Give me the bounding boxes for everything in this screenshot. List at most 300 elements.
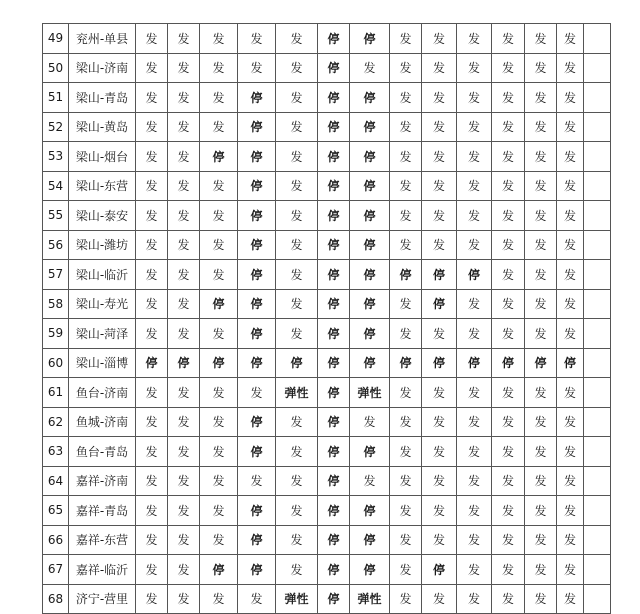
- status-run: 发: [492, 230, 525, 260]
- status-flexible: 弹性: [276, 584, 318, 614]
- status-run: 发: [492, 112, 525, 142]
- status-run: 发: [492, 171, 525, 201]
- status-run: 发: [200, 53, 238, 83]
- status-run: 发: [457, 584, 492, 614]
- status-stop: 停: [238, 142, 276, 172]
- status-run: 发: [422, 171, 457, 201]
- status-run: 发: [168, 319, 200, 349]
- status-run: 发: [136, 142, 168, 172]
- status-run: 发: [492, 525, 525, 555]
- status-run: 发: [168, 83, 200, 113]
- empty-cell: [584, 171, 611, 201]
- status-stop: 停: [318, 555, 350, 585]
- table-row: [43, 230, 611, 260]
- status-run: 发: [200, 437, 238, 467]
- status-run: 发: [238, 53, 276, 83]
- table-row: [43, 83, 611, 113]
- row-number: 57: [43, 260, 69, 290]
- status-stop: 停: [318, 525, 350, 555]
- status-run: 发: [525, 407, 557, 437]
- status-run: 发: [390, 496, 422, 526]
- status-run: 发: [525, 496, 557, 526]
- status-run: 发: [168, 230, 200, 260]
- status-run: 发: [276, 83, 318, 113]
- status-run: 发: [168, 171, 200, 201]
- status-run: 发: [525, 53, 557, 83]
- status-stop: 停: [200, 348, 238, 378]
- status-run: 发: [168, 525, 200, 555]
- status-run: 发: [276, 171, 318, 201]
- status-run: 发: [168, 53, 200, 83]
- status-run: 发: [200, 260, 238, 290]
- status-run: 发: [557, 112, 584, 142]
- table-row: [43, 584, 611, 614]
- status-run: 发: [557, 201, 584, 231]
- status-run: 发: [200, 407, 238, 437]
- table-row: [43, 112, 611, 142]
- status-run: 发: [136, 319, 168, 349]
- row-number: 67: [43, 555, 69, 585]
- status-run: 发: [276, 466, 318, 496]
- status-run: 发: [557, 230, 584, 260]
- route-name: 嘉祥-东营: [69, 525, 136, 555]
- row-number: 59: [43, 319, 69, 349]
- status-run: 发: [168, 555, 200, 585]
- status-run: 发: [492, 53, 525, 83]
- status-run: 发: [525, 24, 557, 54]
- status-run: 发: [457, 24, 492, 54]
- empty-cell: [584, 201, 611, 231]
- status-run: 发: [457, 201, 492, 231]
- status-run: 发: [390, 142, 422, 172]
- status-run: 发: [390, 555, 422, 585]
- status-run: 发: [457, 171, 492, 201]
- status-run: 发: [136, 525, 168, 555]
- status-run: 发: [136, 112, 168, 142]
- status-run: 发: [200, 584, 238, 614]
- status-run: 发: [238, 378, 276, 408]
- table-row: [43, 142, 611, 172]
- table-row: [43, 260, 611, 290]
- status-run: 发: [557, 378, 584, 408]
- empty-cell: [584, 319, 611, 349]
- row-number: 62: [43, 407, 69, 437]
- status-stop: 停: [136, 348, 168, 378]
- status-stop: 停: [318, 407, 350, 437]
- status-stop: 停: [318, 584, 350, 614]
- status-stop: 停: [350, 201, 390, 231]
- status-run: 发: [276, 142, 318, 172]
- status-run: 发: [390, 466, 422, 496]
- status-run: 发: [492, 83, 525, 113]
- status-run: 发: [276, 289, 318, 319]
- empty-cell: [584, 437, 611, 467]
- status-run: 发: [492, 289, 525, 319]
- status-run: 发: [200, 24, 238, 54]
- table-row: [43, 466, 611, 496]
- status-run: 发: [200, 496, 238, 526]
- status-run: 发: [200, 201, 238, 231]
- status-stop: 停: [200, 142, 238, 172]
- status-run: 发: [525, 260, 557, 290]
- status-run: 发: [525, 142, 557, 172]
- status-run: 发: [136, 83, 168, 113]
- status-stop: 停: [276, 348, 318, 378]
- status-run: 发: [422, 407, 457, 437]
- status-stop: 停: [318, 289, 350, 319]
- status-run: 发: [390, 319, 422, 349]
- status-stop: 停: [318, 496, 350, 526]
- status-stop: 停: [390, 348, 422, 378]
- status-flexible: 弹性: [350, 584, 390, 614]
- status-run: 发: [136, 407, 168, 437]
- status-stop: 停: [390, 260, 422, 290]
- row-number: 68: [43, 584, 69, 614]
- status-stop: 停: [350, 171, 390, 201]
- status-stop: 停: [422, 289, 457, 319]
- row-number: 66: [43, 525, 69, 555]
- status-run: 发: [136, 260, 168, 290]
- status-stop: 停: [350, 348, 390, 378]
- status-run: 发: [457, 142, 492, 172]
- row-number: 64: [43, 466, 69, 496]
- row-number: 56: [43, 230, 69, 260]
- status-run: 发: [136, 378, 168, 408]
- status-run: 发: [390, 525, 422, 555]
- status-run: 发: [422, 230, 457, 260]
- row-number: 65: [43, 496, 69, 526]
- status-run: 发: [276, 496, 318, 526]
- empty-cell: [584, 584, 611, 614]
- status-run: 发: [168, 289, 200, 319]
- table-row: [43, 496, 611, 526]
- status-stop: 停: [350, 112, 390, 142]
- status-run: 发: [422, 584, 457, 614]
- status-stop: 停: [238, 437, 276, 467]
- empty-cell: [584, 83, 611, 113]
- status-run: 发: [492, 260, 525, 290]
- status-run: 发: [525, 525, 557, 555]
- status-run: 发: [557, 260, 584, 290]
- status-stop: 停: [350, 24, 390, 54]
- status-run: 发: [276, 260, 318, 290]
- status-run: 发: [492, 496, 525, 526]
- status-run: 发: [422, 112, 457, 142]
- empty-cell: [584, 24, 611, 54]
- row-number: 51: [43, 83, 69, 113]
- status-run: 发: [390, 378, 422, 408]
- status-run: 发: [390, 201, 422, 231]
- status-run: 发: [168, 437, 200, 467]
- status-run: 发: [168, 112, 200, 142]
- status-run: 发: [422, 142, 457, 172]
- status-run: 发: [457, 53, 492, 83]
- status-stop: 停: [238, 319, 276, 349]
- status-run: 发: [457, 496, 492, 526]
- route-name: 梁山-淄博: [69, 348, 136, 378]
- status-stop: 停: [200, 555, 238, 585]
- status-run: 发: [525, 437, 557, 467]
- status-run: 发: [557, 53, 584, 83]
- row-number: 60: [43, 348, 69, 378]
- status-stop: 停: [238, 112, 276, 142]
- status-run: 发: [168, 142, 200, 172]
- status-stop: 停: [492, 348, 525, 378]
- status-stop: 停: [318, 378, 350, 408]
- status-stop: 停: [238, 289, 276, 319]
- empty-cell: [584, 348, 611, 378]
- status-stop: 停: [238, 407, 276, 437]
- status-stop: 停: [350, 496, 390, 526]
- status-run: 发: [350, 53, 390, 83]
- status-run: 发: [422, 525, 457, 555]
- status-run: 发: [422, 466, 457, 496]
- status-run: 发: [422, 437, 457, 467]
- status-run: 发: [390, 171, 422, 201]
- status-run: 发: [557, 319, 584, 349]
- status-run: 发: [557, 584, 584, 614]
- status-run: 发: [136, 289, 168, 319]
- status-run: 发: [390, 289, 422, 319]
- status-stop: 停: [350, 142, 390, 172]
- status-stop: 停: [350, 230, 390, 260]
- status-stop: 停: [350, 289, 390, 319]
- status-run: 发: [457, 230, 492, 260]
- status-run: 发: [276, 230, 318, 260]
- status-stop: 停: [318, 348, 350, 378]
- status-run: 发: [390, 24, 422, 54]
- status-run: 发: [557, 496, 584, 526]
- status-stop: 停: [350, 83, 390, 113]
- status-stop: 停: [318, 466, 350, 496]
- status-run: 发: [136, 230, 168, 260]
- status-run: 发: [457, 407, 492, 437]
- empty-cell: [584, 466, 611, 496]
- status-run: 发: [525, 378, 557, 408]
- route-name: 鱼台-济南: [69, 378, 136, 408]
- status-stop: 停: [318, 83, 350, 113]
- status-run: 发: [168, 496, 200, 526]
- status-run: 发: [525, 112, 557, 142]
- row-number: 50: [43, 53, 69, 83]
- status-run: 发: [200, 525, 238, 555]
- row-number: 58: [43, 289, 69, 319]
- row-number: 52: [43, 112, 69, 142]
- status-stop: 停: [318, 437, 350, 467]
- status-run: 发: [390, 230, 422, 260]
- status-run: 发: [168, 260, 200, 290]
- status-run: 发: [557, 466, 584, 496]
- route-name: 嘉祥-青岛: [69, 496, 136, 526]
- status-run: 发: [276, 201, 318, 231]
- route-name: 梁山-潍坊: [69, 230, 136, 260]
- route-name: 梁山-寿光: [69, 289, 136, 319]
- status-run: 发: [492, 437, 525, 467]
- status-run: 发: [350, 407, 390, 437]
- status-stop: 停: [525, 348, 557, 378]
- status-run: 发: [457, 466, 492, 496]
- route-name: 鱼城-济南: [69, 407, 136, 437]
- status-run: 发: [276, 24, 318, 54]
- status-run: 发: [492, 555, 525, 585]
- status-run: 发: [390, 83, 422, 113]
- status-stop: 停: [318, 201, 350, 231]
- status-run: 发: [200, 230, 238, 260]
- table-row: [43, 319, 611, 349]
- status-stop: 停: [238, 496, 276, 526]
- status-run: 发: [200, 112, 238, 142]
- status-run: 发: [492, 24, 525, 54]
- route-name: 嘉祥-临沂: [69, 555, 136, 585]
- route-name: 梁山-菏泽: [69, 319, 136, 349]
- status-stop: 停: [457, 260, 492, 290]
- status-run: 发: [276, 53, 318, 83]
- table-body: [43, 24, 611, 614]
- status-run: 发: [168, 407, 200, 437]
- status-stop: 停: [238, 525, 276, 555]
- status-stop: 停: [350, 525, 390, 555]
- status-run: 发: [557, 171, 584, 201]
- status-run: 发: [168, 584, 200, 614]
- status-run: 发: [525, 466, 557, 496]
- status-run: 发: [422, 24, 457, 54]
- status-stop: 停: [318, 171, 350, 201]
- status-run: 发: [457, 83, 492, 113]
- status-run: 发: [136, 584, 168, 614]
- route-name: 梁山-青岛: [69, 83, 136, 113]
- status-stop: 停: [318, 260, 350, 290]
- row-number: 63: [43, 437, 69, 467]
- status-run: 发: [457, 289, 492, 319]
- status-run: 发: [492, 407, 525, 437]
- status-run: 发: [390, 407, 422, 437]
- route-name: 梁山-黄岛: [69, 112, 136, 142]
- route-schedule-table: [42, 23, 611, 614]
- status-stop: 停: [318, 230, 350, 260]
- status-run: 发: [525, 201, 557, 231]
- route-name: 梁山-临沂: [69, 260, 136, 290]
- status-run: 发: [422, 378, 457, 408]
- status-run: 发: [557, 407, 584, 437]
- status-run: 发: [168, 378, 200, 408]
- table-row: [43, 407, 611, 437]
- empty-cell: [584, 525, 611, 555]
- status-run: 发: [557, 83, 584, 113]
- status-run: 发: [557, 142, 584, 172]
- status-run: 发: [492, 378, 525, 408]
- empty-cell: [584, 555, 611, 585]
- status-run: 发: [492, 584, 525, 614]
- status-run: 发: [390, 112, 422, 142]
- status-run: 发: [457, 319, 492, 349]
- status-run: 发: [557, 24, 584, 54]
- table-row: [43, 171, 611, 201]
- status-run: 发: [525, 171, 557, 201]
- status-stop: 停: [318, 112, 350, 142]
- empty-cell: [584, 112, 611, 142]
- status-run: 发: [168, 466, 200, 496]
- status-stop: 停: [457, 348, 492, 378]
- status-run: 发: [136, 496, 168, 526]
- status-stop: 停: [238, 260, 276, 290]
- status-run: 发: [390, 53, 422, 83]
- status-stop: 停: [422, 348, 457, 378]
- status-run: 发: [422, 319, 457, 349]
- status-run: 发: [276, 525, 318, 555]
- table-row: [43, 555, 611, 585]
- status-run: 发: [276, 437, 318, 467]
- status-run: 发: [492, 466, 525, 496]
- status-stop: 停: [350, 260, 390, 290]
- status-run: 发: [136, 171, 168, 201]
- status-run: 发: [168, 24, 200, 54]
- route-name: 梁山-烟台: [69, 142, 136, 172]
- status-run: 发: [136, 555, 168, 585]
- route-name: 济宁-营里: [69, 584, 136, 614]
- status-run: 发: [200, 171, 238, 201]
- status-run: 发: [492, 201, 525, 231]
- route-name: 嘉祥-济南: [69, 466, 136, 496]
- status-run: 发: [136, 24, 168, 54]
- empty-cell: [584, 260, 611, 290]
- status-stop: 停: [200, 289, 238, 319]
- empty-cell: [584, 142, 611, 172]
- table-row: [43, 201, 611, 231]
- status-run: 发: [422, 53, 457, 83]
- table-row: [43, 289, 611, 319]
- status-run: 发: [238, 466, 276, 496]
- row-number: 53: [43, 142, 69, 172]
- table-row: [43, 437, 611, 467]
- status-run: 发: [200, 466, 238, 496]
- status-run: 发: [457, 378, 492, 408]
- status-run: 发: [557, 289, 584, 319]
- empty-cell: [584, 496, 611, 526]
- status-run: 发: [238, 24, 276, 54]
- status-stop: 停: [350, 319, 390, 349]
- status-run: 发: [557, 525, 584, 555]
- status-stop: 停: [557, 348, 584, 378]
- empty-cell: [584, 230, 611, 260]
- row-number: 54: [43, 171, 69, 201]
- status-run: 发: [276, 112, 318, 142]
- status-run: 发: [136, 466, 168, 496]
- row-number: 55: [43, 201, 69, 231]
- empty-cell: [584, 407, 611, 437]
- status-run: 发: [492, 319, 525, 349]
- route-name: 梁山-东营: [69, 171, 136, 201]
- status-stop: 停: [350, 555, 390, 585]
- status-run: 发: [422, 496, 457, 526]
- status-run: 发: [390, 437, 422, 467]
- status-run: 发: [525, 83, 557, 113]
- status-run: 发: [457, 437, 492, 467]
- status-run: 发: [200, 378, 238, 408]
- status-stop: 停: [422, 555, 457, 585]
- status-stop: 停: [422, 260, 457, 290]
- status-run: 发: [276, 555, 318, 585]
- status-run: 发: [276, 407, 318, 437]
- status-run: 发: [200, 319, 238, 349]
- status-flexible: 弹性: [350, 378, 390, 408]
- status-stop: 停: [238, 555, 276, 585]
- status-stop: 停: [318, 142, 350, 172]
- empty-cell: [584, 289, 611, 319]
- route-name: 鱼台-青岛: [69, 437, 136, 467]
- status-run: 发: [557, 555, 584, 585]
- empty-cell: [584, 53, 611, 83]
- status-run: 发: [457, 555, 492, 585]
